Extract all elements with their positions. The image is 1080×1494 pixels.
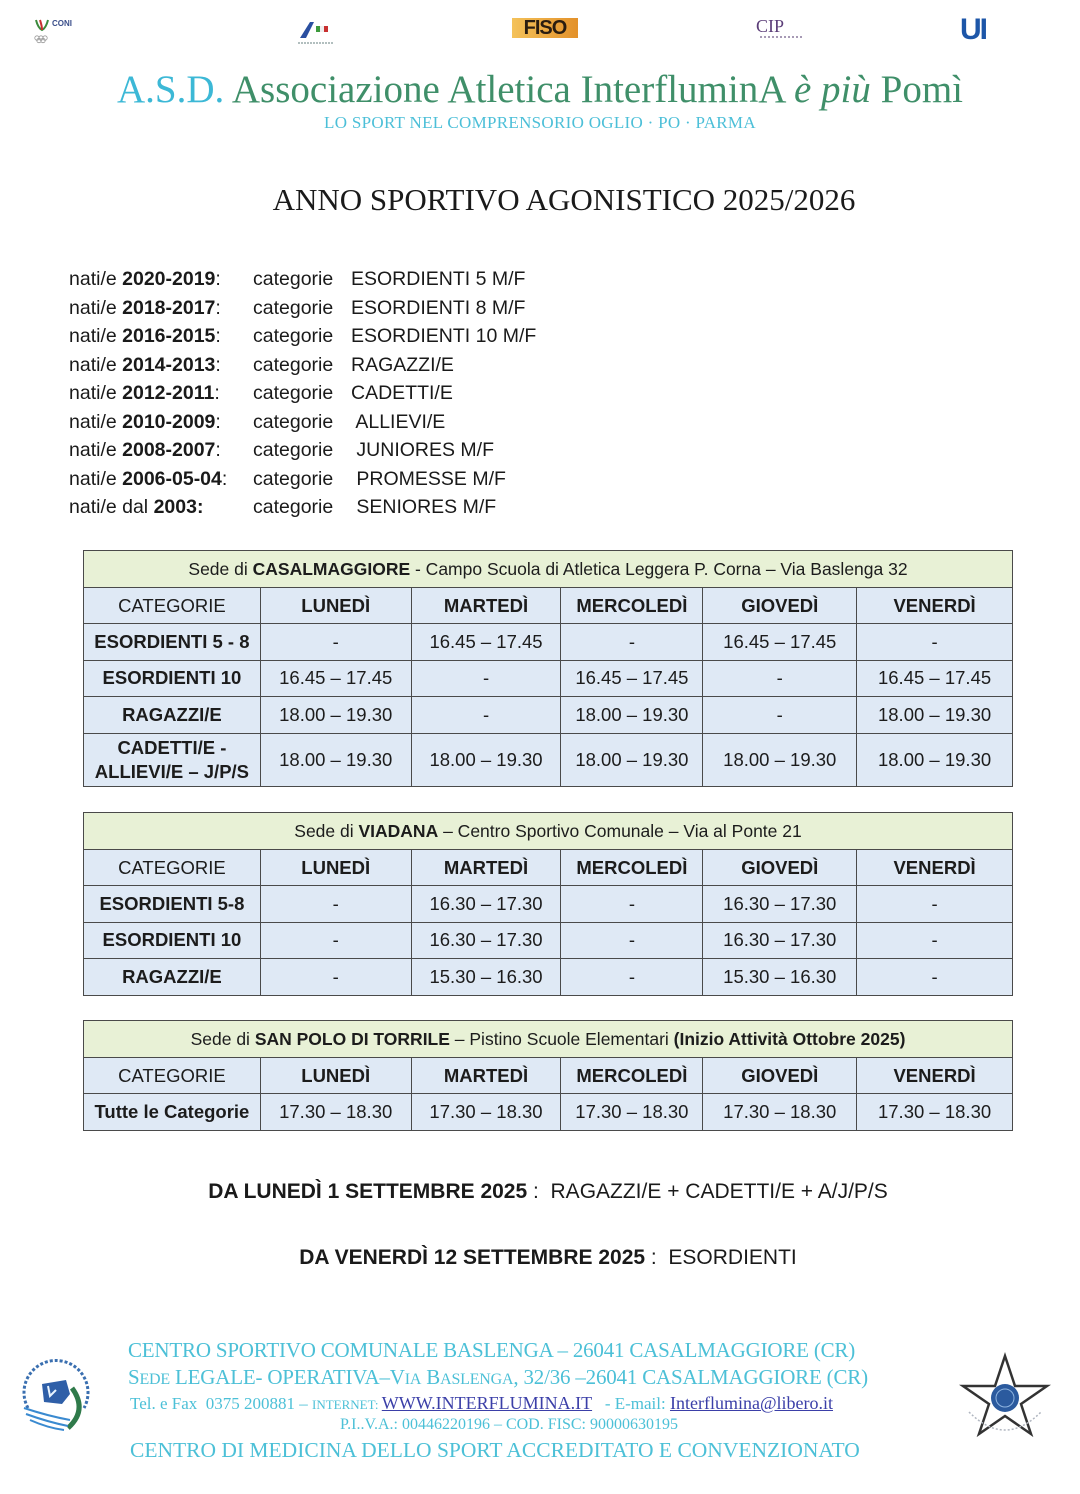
schedule-table-viadana bbox=[83, 812, 1013, 996]
column-header-lunedi: LUNEDÌ bbox=[260, 1058, 411, 1094]
csi-text: CIP bbox=[756, 16, 785, 36]
slot-giovedi: - bbox=[703, 660, 857, 697]
sede-row bbox=[84, 1021, 1013, 1058]
sede-name: SAN POLO DI TORRILE bbox=[254, 1028, 450, 1049]
category-list-item bbox=[69, 465, 589, 494]
slot-martedi: - bbox=[411, 660, 561, 697]
slot-mercoledi: - bbox=[561, 886, 703, 923]
birth-prefix: nati/e bbox=[69, 325, 123, 347]
category-list-item bbox=[69, 408, 589, 437]
sede-row bbox=[84, 551, 1013, 588]
coni-logo bbox=[32, 18, 82, 48]
start-date-line bbox=[0, 1246, 1080, 1270]
start-groups: RAGAZZI/E + CADETTI/E + A/J/P/S bbox=[550, 1180, 888, 1203]
slot-giovedi: - bbox=[703, 697, 857, 734]
column-header-giovedi: GIOVEDÌ bbox=[703, 588, 857, 624]
column-header-venerdi: VENERDÌ bbox=[857, 1058, 1013, 1094]
slot-giovedi: 17.30 – 18.30 bbox=[703, 1094, 857, 1131]
category-list-item bbox=[69, 351, 589, 380]
slot-martedi: 18.00 – 19.30 bbox=[411, 733, 561, 786]
org-name: Associazione Atletica InterfluminA bbox=[231, 68, 785, 111]
birth-years: 2020-2019 bbox=[122, 268, 216, 290]
column-header-lunedi: LUNEDÌ bbox=[260, 588, 411, 624]
slot-mercoledi: 17.30 – 18.30 bbox=[561, 1094, 703, 1131]
org-tagline-italic: è più bbox=[793, 68, 871, 111]
fiso-logo bbox=[512, 18, 578, 48]
sede-heading bbox=[84, 1021, 1013, 1058]
csi-logo bbox=[756, 18, 806, 48]
birth-prefix: nati/e dal bbox=[69, 496, 154, 518]
slot-mercoledi: - bbox=[561, 959, 703, 996]
slot-venerdi: 17.30 – 18.30 bbox=[857, 1094, 1013, 1131]
row-category: ESORDIENTI 5 - 8 bbox=[84, 624, 261, 661]
birth-suffix: : bbox=[215, 325, 221, 347]
slot-venerdi: 18.00 – 19.30 bbox=[857, 733, 1013, 786]
slot-giovedi: 18.00 – 19.30 bbox=[703, 733, 857, 786]
slot-giovedi: 16.30 – 17.30 bbox=[703, 922, 857, 959]
category-list-item bbox=[69, 379, 589, 408]
category-label: categorie bbox=[253, 353, 334, 376]
slot-martedi: 16.30 – 17.30 bbox=[411, 886, 561, 923]
sede-prefix: Sede di bbox=[190, 1028, 255, 1049]
category-list-item bbox=[69, 265, 589, 294]
category-label: categorie bbox=[253, 268, 334, 290]
sede-note: (Inizio Attività Ottobre 2025) bbox=[673, 1028, 906, 1049]
category-label: categorie bbox=[253, 439, 334, 461]
category-name: ALLIEVI/E bbox=[351, 410, 446, 433]
category-list-item bbox=[69, 493, 589, 522]
slot-martedi: 17.30 – 18.30 bbox=[411, 1094, 561, 1131]
birth-prefix: nati/e bbox=[69, 296, 123, 319]
sede-detail: - Campo Scuola di Atletica Leggera P. Corna – Via Baslenga 32 bbox=[410, 558, 908, 579]
sede-name: VIADANA bbox=[358, 820, 439, 841]
season-title: ANNO SPORTIVO AGONISTICO 2025/2026 bbox=[272, 182, 856, 217]
schedule-table-casalmaggiore bbox=[83, 550, 1013, 787]
table-row bbox=[84, 733, 1013, 786]
slot-lunedi: 16.45 – 17.45 bbox=[260, 660, 411, 697]
slot-lunedi: 18.00 – 19.30 bbox=[260, 697, 411, 734]
slot-venerdi: - bbox=[857, 886, 1013, 923]
organization-title bbox=[0, 66, 1080, 114]
category-list-item bbox=[69, 322, 589, 351]
footer-tax-line: P.I..V.A.: 00446220196 – COD. FISC: 90000630195 bbox=[340, 1416, 678, 1433]
slot-lunedi: - bbox=[260, 624, 411, 661]
row-category: ESORDIENTI 10 bbox=[84, 922, 261, 959]
birth-suffix: : bbox=[215, 268, 221, 290]
table-row bbox=[84, 660, 1013, 697]
category-label: categorie bbox=[253, 496, 334, 518]
category-list-item bbox=[69, 294, 589, 323]
smallcaps-part: EDE bbox=[139, 1371, 170, 1388]
birth-prefix: nati/e bbox=[69, 353, 123, 376]
category-name: CADETTI/E bbox=[351, 382, 453, 404]
table-row bbox=[84, 922, 1013, 959]
organization-subtitle: LO SPORT NEL COMPRENSORIO OGLIO · PO · PARMA bbox=[324, 113, 756, 132]
category-label: categorie bbox=[253, 467, 334, 490]
sede-prefix: Sede di bbox=[188, 558, 253, 579]
sede-heading bbox=[84, 813, 1013, 850]
slot-lunedi: - bbox=[260, 922, 411, 959]
slot-venerdi: - bbox=[857, 624, 1013, 661]
category-name: RAGAZZI/E bbox=[351, 353, 454, 376]
sede-row bbox=[84, 813, 1013, 850]
sede-name: CASALMAGGIORE bbox=[252, 558, 411, 579]
column-header-giovedi: GIOVEDÌ bbox=[703, 1058, 857, 1094]
slot-giovedi: 16.45 – 17.45 bbox=[703, 624, 857, 661]
category-name: JUNIORES M/F bbox=[351, 439, 495, 461]
birth-prefix: nati/e bbox=[69, 439, 123, 461]
slot-venerdi: - bbox=[857, 959, 1013, 996]
column-header-categorie: CATEGORIE bbox=[84, 850, 261, 886]
slot-lunedi: - bbox=[260, 886, 411, 923]
smallcaps-part: S bbox=[128, 1365, 140, 1389]
category-name: ESORDIENTI 8 M/F bbox=[351, 296, 526, 319]
row-category: ESORDIENTI 10 bbox=[84, 660, 261, 697]
birth-suffix: : bbox=[215, 439, 221, 461]
interflumina-logo bbox=[14, 1358, 98, 1438]
table-header-row bbox=[84, 850, 1013, 886]
org-tagline-end: Pomì bbox=[880, 68, 963, 111]
sede-prefix: Sede di bbox=[294, 820, 359, 841]
column-header-martedi: MARTEDÌ bbox=[411, 588, 561, 624]
category-name: ESORDIENTI 5 M/F bbox=[351, 268, 526, 290]
slot-giovedi: 15.30 – 16.30 bbox=[703, 959, 857, 996]
column-header-venerdi: VENERDÌ bbox=[857, 850, 1013, 886]
column-header-lunedi: LUNEDÌ bbox=[260, 850, 411, 886]
table-row bbox=[84, 886, 1013, 923]
slot-lunedi: - bbox=[260, 959, 411, 996]
email-label: - E-mail: bbox=[592, 1394, 670, 1413]
column-header-giovedi: GIOVEDÌ bbox=[703, 850, 857, 886]
slot-martedi: - bbox=[411, 697, 561, 734]
column-header-martedi: MARTEDÌ bbox=[411, 850, 561, 886]
category-name: SENIORES M/F bbox=[351, 496, 497, 518]
row-category bbox=[84, 733, 261, 786]
birth-suffix: : bbox=[214, 382, 220, 404]
footer-contact-line bbox=[130, 1393, 833, 1414]
column-header-mercoledi: MERCOLEDÌ bbox=[561, 588, 703, 624]
sede-detail: – Pistino Scuole Elementari bbox=[449, 1028, 674, 1049]
column-header-mercoledi: MERCOLEDÌ bbox=[561, 1058, 703, 1094]
slot-mercoledi: - bbox=[561, 922, 703, 959]
birth-prefix: nati/e bbox=[69, 268, 123, 290]
fiso-text: FISO bbox=[512, 18, 578, 38]
start-date-line bbox=[0, 1180, 1080, 1204]
birth-years: 2003: bbox=[153, 496, 204, 518]
smallcaps-part: LEGALE- OPERATIVA–V bbox=[170, 1365, 405, 1389]
category-label: categorie bbox=[253, 296, 334, 319]
tel-fax: Tel. e Fax 0375 200881 – bbox=[130, 1394, 313, 1413]
birth-prefix: nati/e bbox=[69, 382, 123, 404]
table-row bbox=[84, 959, 1013, 996]
column-header-categorie: CATEGORIE bbox=[84, 588, 261, 624]
category-name: ESORDIENTI 10 M/F bbox=[351, 325, 537, 347]
slot-giovedi: 16.30 – 17.30 bbox=[703, 886, 857, 923]
category-name: PROMESSE M/F bbox=[351, 467, 506, 490]
footer-address-line: CENTRO SPORTIVO COMUNALE BASLENGA – 26041 CASALMAGGIORE (CR) bbox=[128, 1338, 856, 1362]
coni-text: CONI bbox=[52, 19, 72, 28]
slot-venerdi: 16.45 – 17.45 bbox=[857, 660, 1013, 697]
start-date: DA VENERDÌ 12 SETTEMBRE 2025 bbox=[299, 1246, 646, 1269]
slot-venerdi: - bbox=[857, 922, 1013, 959]
birth-prefix: nati/e bbox=[69, 410, 123, 433]
row-category: RAGAZZI/E bbox=[84, 959, 261, 996]
slot-martedi: 16.45 – 17.45 bbox=[411, 624, 561, 661]
slot-mercoledi: 18.00 – 19.30 bbox=[561, 733, 703, 786]
table-header-row bbox=[84, 1058, 1013, 1094]
birth-prefix: nati/e bbox=[69, 467, 123, 490]
start-date: DA LUNEDÌ 1 SETTEMBRE 2025 bbox=[208, 1180, 528, 1203]
fidal-logo bbox=[296, 18, 340, 48]
org-acronym: A.S.D. bbox=[116, 68, 225, 111]
ui-text: UI bbox=[960, 18, 986, 42]
start-sep: : bbox=[527, 1180, 551, 1203]
slot-venerdi: 18.00 – 19.30 bbox=[857, 697, 1013, 734]
row-category-line1: CADETTI/E - bbox=[117, 736, 227, 758]
birth-suffix: : bbox=[215, 353, 221, 376]
slot-mercoledi: - bbox=[561, 624, 703, 661]
column-header-martedi: MARTEDÌ bbox=[411, 1058, 561, 1094]
column-header-mercoledi: MERCOLEDÌ bbox=[561, 850, 703, 886]
birth-suffix: : bbox=[221, 467, 228, 490]
birth-years: 2014-2013 bbox=[122, 353, 216, 376]
csi-caption bbox=[760, 36, 802, 44]
birth-years: 2010-2009 bbox=[122, 410, 216, 433]
category-label: categorie bbox=[253, 325, 334, 347]
birth-years: 2018-2017 bbox=[122, 296, 216, 319]
star-medal-logo bbox=[955, 1352, 1055, 1442]
schedule-table-san-polo bbox=[83, 1020, 1013, 1131]
footer-medical-center-line: CENTRO DI MEDICINA DELLO SPORT ACCREDITATO E CONVENZIONATO bbox=[130, 1438, 860, 1462]
category-label: categorie bbox=[253, 410, 334, 433]
internet-label: INTERNET: bbox=[312, 1397, 382, 1412]
birth-suffix: : bbox=[215, 296, 221, 319]
column-header-categorie: CATEGORIE bbox=[84, 1058, 261, 1094]
slot-martedi: 16.30 – 17.30 bbox=[411, 922, 561, 959]
row-category-line2: ALLIEVI/E – J/P/S bbox=[94, 760, 250, 782]
smallcaps-part: IA bbox=[404, 1371, 422, 1388]
slot-martedi: 15.30 – 16.30 bbox=[411, 959, 561, 996]
category-label: categorie bbox=[253, 382, 334, 404]
smallcaps-part: B bbox=[421, 1365, 441, 1389]
row-category: RAGAZZI/E bbox=[84, 697, 261, 734]
row-category: Tutte le Categorie bbox=[84, 1094, 261, 1131]
ui-logo bbox=[960, 18, 1010, 48]
table-row bbox=[84, 697, 1013, 734]
website-link[interactable]: WWW.INTERFLUMINA.IT bbox=[381, 1393, 593, 1413]
slot-mercoledi: 18.00 – 19.30 bbox=[561, 697, 703, 734]
birth-years: 2016-2015 bbox=[122, 325, 216, 347]
smallcaps-part: ASLENGA bbox=[440, 1371, 514, 1388]
start-groups: ESORDIENTI bbox=[668, 1246, 797, 1269]
sponsor-logo-strip bbox=[0, 18, 1080, 54]
birth-suffix: : bbox=[215, 410, 221, 433]
category-list-item bbox=[69, 436, 589, 465]
table-row bbox=[84, 1094, 1013, 1131]
slot-lunedi: 18.00 – 19.30 bbox=[260, 733, 411, 786]
email-link[interactable]: Interflumina@libero.it bbox=[669, 1393, 834, 1413]
slot-mercoledi: 16.45 – 17.45 bbox=[561, 660, 703, 697]
sede-heading bbox=[84, 551, 1013, 588]
birth-years: 2008-2007 bbox=[122, 439, 216, 461]
table-header-row bbox=[84, 588, 1013, 624]
column-header-venerdi: VENERDÌ bbox=[857, 588, 1013, 624]
start-sep: : bbox=[645, 1246, 669, 1269]
row-category: ESORDIENTI 5-8 bbox=[84, 886, 261, 923]
birth-years: 2012-2011 bbox=[122, 382, 215, 404]
slot-lunedi: 17.30 – 18.30 bbox=[260, 1094, 411, 1131]
footer-legal-address-line bbox=[128, 1365, 868, 1390]
birth-years: 2006-05-04 bbox=[122, 467, 222, 490]
sede-detail: – Centro Sportivo Comunale – Via al Ponte 21 bbox=[438, 820, 802, 841]
table-row bbox=[84, 624, 1013, 661]
smallcaps-part: , 32/36 –26041 CASALMAGGIORE (CR) bbox=[513, 1365, 868, 1389]
category-list bbox=[69, 265, 589, 522]
